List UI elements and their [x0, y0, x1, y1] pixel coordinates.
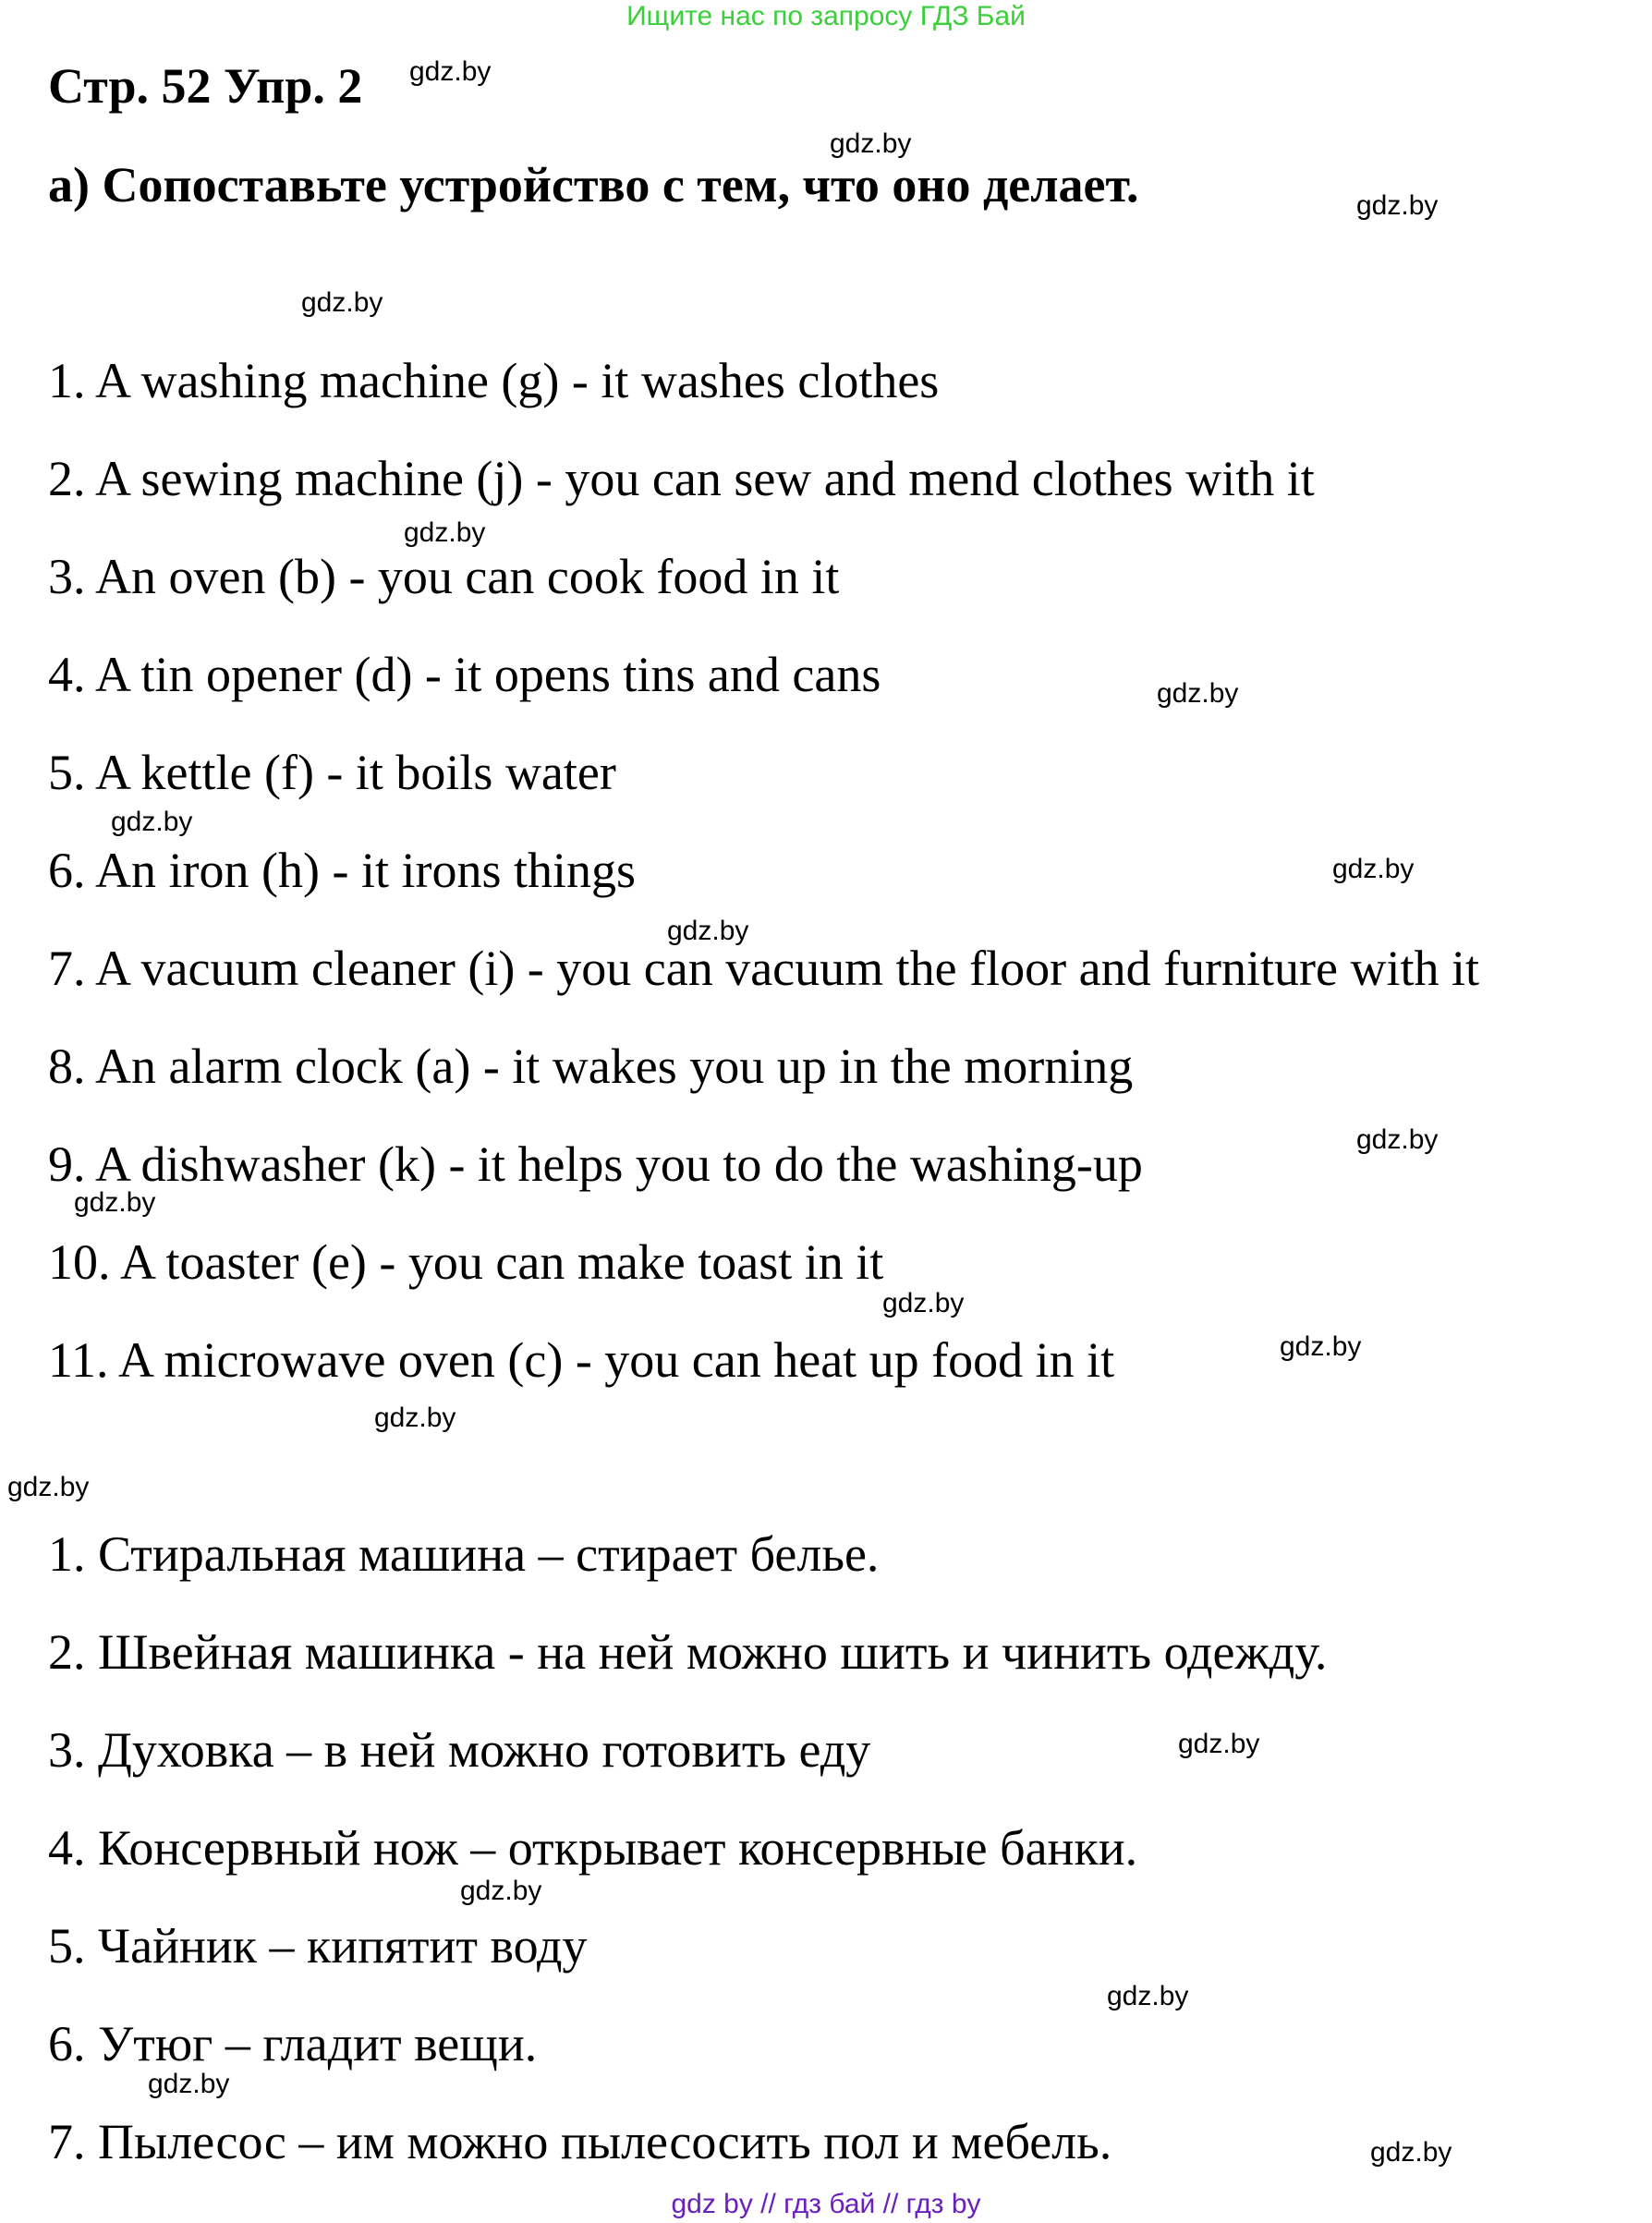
watermark: gdz.by [1157, 678, 1239, 709]
bottom-banner-link[interactable]: gdz by // гдз бай // гдз by [671, 2189, 981, 2219]
watermark: gdz.by [1356, 190, 1439, 221]
watermark: gdz.by [882, 1288, 965, 1318]
watermark: gdz.by [301, 287, 383, 318]
english-answer-2: 2. A sewing machine (j) - you can sew and mend clothes with it [48, 451, 1315, 506]
watermark: gdz.by [1178, 1729, 1260, 1759]
english-answer-1: 1. A washing machine (g) - it washes clothes [48, 353, 940, 408]
watermark: gdz.by [404, 517, 486, 548]
watermark: gdz.by [460, 1876, 542, 1906]
watermark: gdz.by [667, 916, 749, 946]
watermark: gdz.by [1356, 1124, 1439, 1155]
watermark: gdz.by [7, 1472, 90, 1502]
watermark: gdz.by [830, 128, 912, 159]
russian-translation-6: 6. Утюг – гладит вещи. [48, 2016, 538, 2071]
russian-translation-2: 2. Швейная машинка - на ней можно шить и чинить одежду. [48, 1624, 1328, 1680]
english-answer-7: 7. A vacuum cleaner (i) - you can vacuum the floor and furniture with it [48, 941, 1479, 996]
page-title: Стр. 52 Упр. 2 [48, 58, 363, 114]
watermark: gdz.by [1280, 1331, 1362, 1362]
watermark: gdz.by [1332, 854, 1415, 884]
english-answer-5: 5. A kettle (f) - it boils water [48, 745, 616, 800]
watermark: gdz.by [374, 1403, 456, 1433]
english-answer-9: 9. A dishwasher (k) - it helps you to do the washing-up [48, 1136, 1143, 1192]
watermark: gdz.by [1107, 1981, 1189, 2011]
english-answer-8: 8. An alarm clock (a) - it wakes you up in the morning [48, 1039, 1134, 1094]
watermark: gdz.by [1370, 2137, 1452, 2168]
english-answer-11: 11. A microwave oven (c) - you can heat up food in it [48, 1332, 1115, 1388]
watermark: gdz.by [111, 807, 193, 837]
english-answer-4: 4. A tin opener (d) - it opens tins and cans [48, 647, 881, 702]
russian-translation-7: 7. Пылесос – им можно пылесосить пол и мебель. [48, 2114, 1112, 2169]
russian-translation-4: 4. Консервный нож – открывает консервные банки. [48, 1820, 1138, 1876]
russian-translation-1: 1. Стиральная машина – стирает белье. [48, 1526, 880, 1582]
watermark: gdz.by [148, 2069, 230, 2099]
russian-translation-5: 5. Чайник – кипятит воду [48, 1918, 588, 1974]
english-answer-3: 3. An oven (b) - you can cook food in it [48, 549, 840, 604]
english-answer-10: 10. A toaster (e) - you can make toast in it [48, 1234, 884, 1290]
watermark: gdz.by [409, 56, 492, 87]
english-answer-6: 6. An iron (h) - it irons things [48, 843, 636, 898]
exercise-instruction: а) Сопоставьте устройство с тем, что оно делает. [48, 157, 1139, 213]
top-banner-link[interactable]: Ищите нас по запросу ГДЗ Бай [626, 1, 1026, 31]
russian-translation-3: 3. Духовка – в ней можно готовить еду [48, 1722, 871, 1778]
watermark: gdz.by [74, 1187, 156, 1218]
